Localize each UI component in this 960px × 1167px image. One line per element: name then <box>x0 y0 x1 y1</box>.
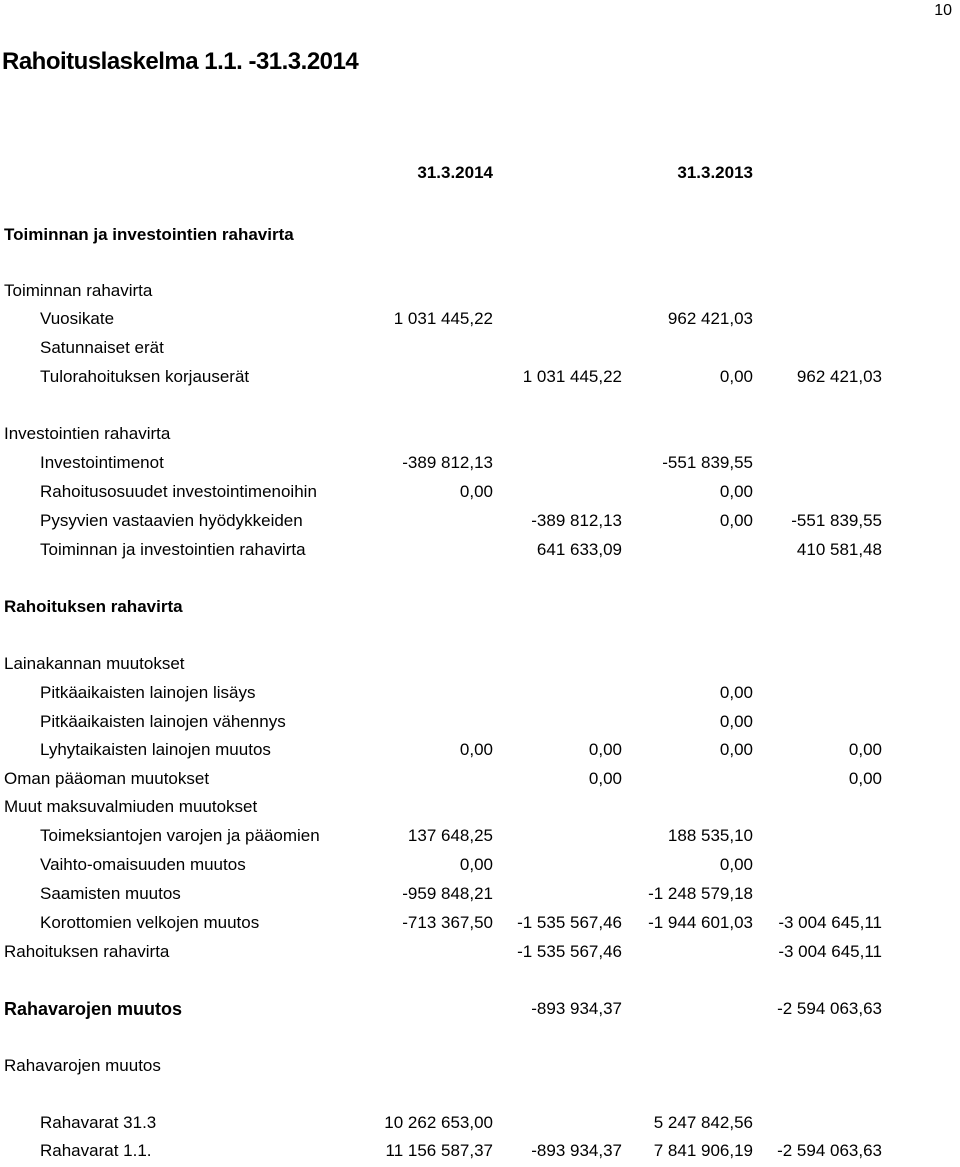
row-label: Rahavarat 1.1. <box>40 1141 152 1160</box>
cell-value: 188 535,10 <box>667 826 753 845</box>
cell-value: -389 812,13 <box>531 511 622 530</box>
table-row <box>0 683 960 707</box>
total-row <box>0 999 960 1023</box>
page-title: Rahoituslaskelma 1.1. -31.3.2014 <box>2 48 359 75</box>
row-label: Toiminnan rahavirta <box>4 281 153 300</box>
row-label: Lyhytaikaisten lainojen muutos <box>40 740 271 759</box>
cell-value: -893 934,37 <box>531 999 622 1018</box>
cell-value: 0,00 <box>588 740 622 759</box>
table-row <box>0 453 960 477</box>
row-label: Saamisten muutos <box>40 884 181 903</box>
subsection-heading-other <box>0 797 960 821</box>
table-row <box>0 1113 960 1137</box>
table-row <box>0 540 960 564</box>
row-label: Tulorahoituksen korjauserät <box>40 367 250 386</box>
table-row <box>0 740 960 764</box>
subsection-heading-investments <box>0 424 960 448</box>
cell-value: -893 934,37 <box>531 1141 622 1160</box>
row-label: Pitkäaikaisten lainojen vähennys <box>40 712 286 731</box>
row-label: Rahoitusosuudet investointimenoihin <box>40 482 317 501</box>
cell-value: 137 648,25 <box>407 826 493 845</box>
cell-value: -1 944 601,03 <box>648 913 753 932</box>
table-row <box>0 338 960 362</box>
row-label: Korottomien velkojen muutos <box>40 913 260 932</box>
cell-value: 0,00 <box>719 367 753 386</box>
table-row <box>0 1141 960 1165</box>
cell-value: -2 594 063,63 <box>777 1141 882 1160</box>
table-row <box>0 913 960 937</box>
row-label: Toimeksiantojen varojen ja pääomien <box>40 826 320 845</box>
row-label: Vaihto-omaisuuden muutos <box>40 855 246 874</box>
cell-value: 0,00 <box>459 482 493 501</box>
cell-value: -2 594 063,63 <box>777 999 882 1018</box>
cell-value: 5 247 842,56 <box>653 1113 753 1132</box>
cell-value: 962 421,03 <box>796 367 882 386</box>
cell-value: 0,00 <box>719 482 753 501</box>
row-label: Rahavarojen muutos <box>4 1056 161 1075</box>
cell-value: 1 031 445,22 <box>522 367 622 386</box>
section-heading-financing <box>0 597 960 621</box>
cell-value: -389 812,13 <box>402 453 493 472</box>
row-label: Toiminnan ja investointien rahavirta <box>4 225 294 244</box>
cell-value: 641 633,09 <box>536 540 622 559</box>
cell-value: 10 262 653,00 <box>384 1113 493 1132</box>
table-row <box>0 884 960 908</box>
cell-value: 0,00 <box>719 712 753 731</box>
cell-value: -551 839,55 <box>662 453 753 472</box>
table-row <box>0 712 960 736</box>
cell-value: -959 848,21 <box>402 884 493 903</box>
table-row <box>0 309 960 333</box>
cell-value: -713 367,50 <box>402 913 493 932</box>
subsection-heading-cash <box>0 1056 960 1080</box>
column-header-2014: 31.3.2014 <box>417 163 493 182</box>
subsection-heading-operations <box>0 281 960 305</box>
row-label: Rahoituksen rahavirta <box>4 597 183 616</box>
row-label: Pitkäaikaisten lainojen lisäys <box>40 683 256 702</box>
cell-value: -551 839,55 <box>791 511 882 530</box>
row-label: Pysyvien vastaavien hyödykkeiden <box>40 511 303 530</box>
table-row <box>0 367 960 391</box>
cell-value: 1 031 445,22 <box>393 309 493 328</box>
row-label: Muut maksuvalmiuden muutokset <box>4 797 258 816</box>
table-row <box>0 942 960 966</box>
cell-value: 0,00 <box>719 511 753 530</box>
row-label: Lainakannan muutokset <box>4 654 185 673</box>
cell-value: -3 004 645,11 <box>778 913 882 932</box>
row-label: Rahoituksen rahavirta <box>4 942 170 961</box>
section-heading-operations-investments <box>0 225 960 249</box>
cell-value: 0,00 <box>719 740 753 759</box>
table-row <box>0 511 960 535</box>
cell-value: -1 535 567,46 <box>517 913 622 932</box>
cell-value: 962 421,03 <box>667 309 753 328</box>
row-label: Satunnaiset erät <box>40 338 164 357</box>
subsection-heading-loans <box>0 654 960 678</box>
cell-value: 410 581,48 <box>796 540 882 559</box>
row-label: Toiminnan ja investointien rahavirta <box>40 540 306 559</box>
column-header-2013: 31.3.2013 <box>677 163 753 182</box>
row-label: Vuosikate <box>40 309 115 328</box>
row-label: Investointimenot <box>40 453 164 472</box>
cell-value: 0,00 <box>719 683 753 702</box>
row-label: Rahavarat 31.3 <box>40 1113 157 1132</box>
cell-value: 0,00 <box>459 740 493 759</box>
table-row <box>0 769 960 793</box>
cell-value: 7 841 906,19 <box>653 1141 753 1160</box>
cell-value: 11 156 587,37 <box>385 1141 493 1160</box>
cell-value: 0,00 <box>588 769 622 788</box>
row-label: Rahavarojen muutos <box>4 999 183 1019</box>
cell-value: 0,00 <box>848 740 882 759</box>
table-row <box>0 826 960 850</box>
cell-value: -1 535 567,46 <box>517 942 622 961</box>
row-label: Investointien rahavirta <box>4 424 171 443</box>
table-row <box>0 482 960 506</box>
cell-value: 0,00 <box>459 855 493 874</box>
cell-value: 0,00 <box>848 769 882 788</box>
row-label: Oman pääoman muutokset <box>4 769 210 788</box>
cell-value: -1 248 579,18 <box>648 884 753 903</box>
page-number: 10 <box>934 2 952 19</box>
cell-value: 0,00 <box>719 855 753 874</box>
table-row <box>0 855 960 879</box>
cell-value: -3 004 645,11 <box>778 942 882 961</box>
